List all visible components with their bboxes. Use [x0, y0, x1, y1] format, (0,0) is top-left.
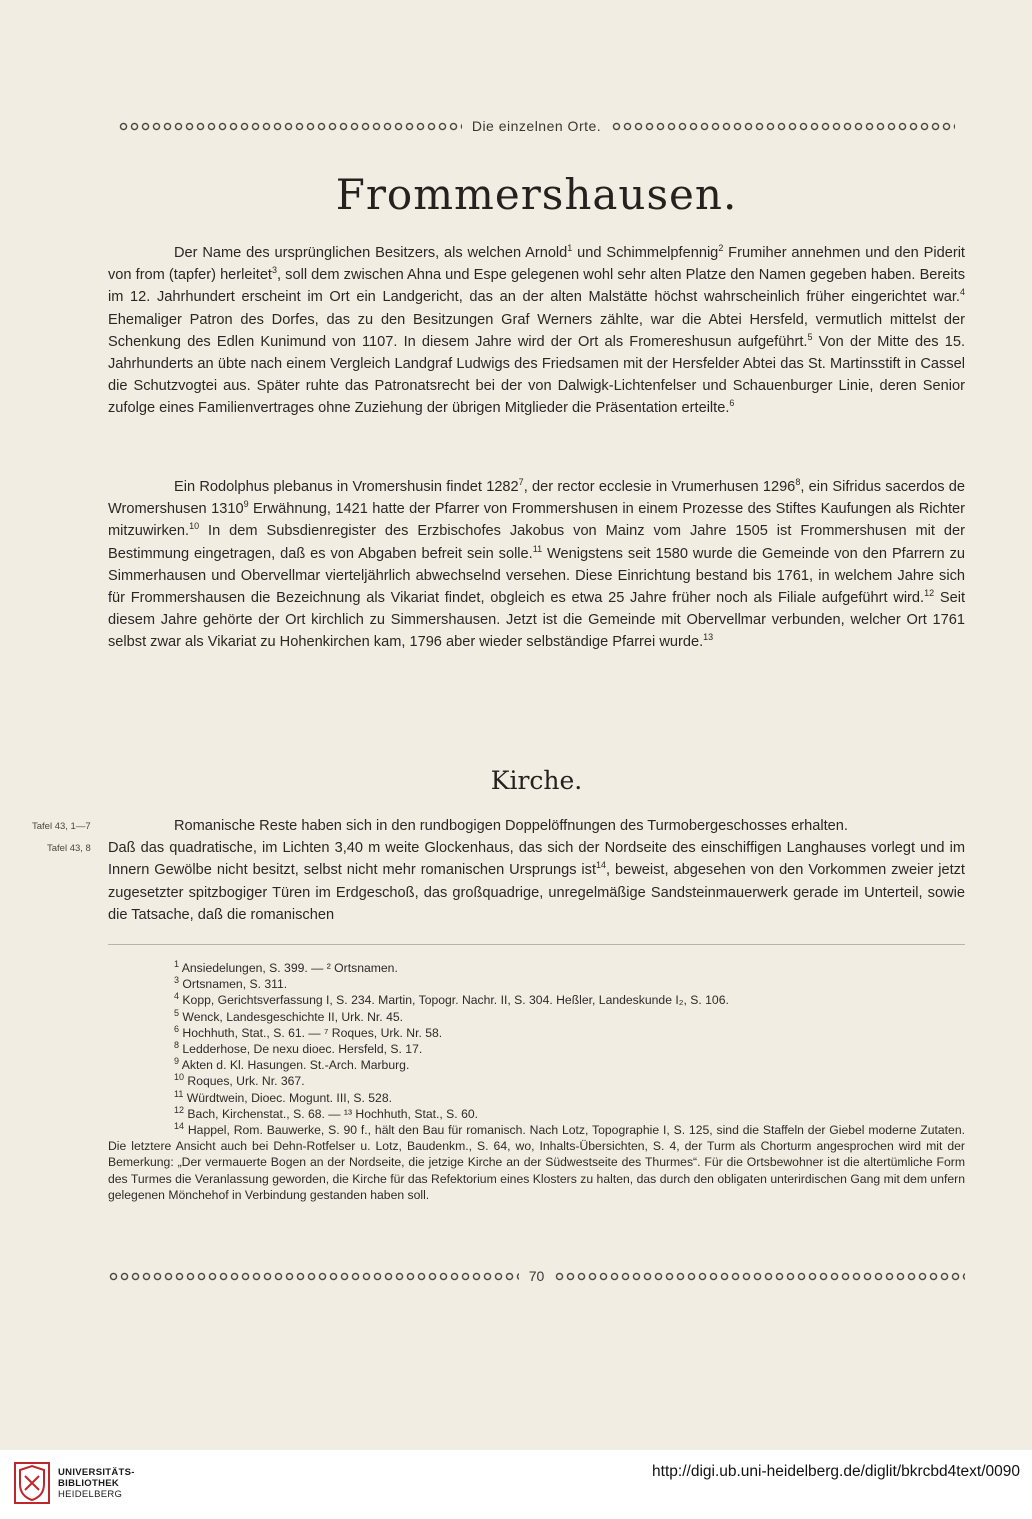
footnote: $^5$ Wenck, Landesgeschichte II, Urk. Nr. 45.: [174, 1007, 404, 1024]
footnote-long: $^{14}$ Happel, Rom. Bauwerke, S. 90 f., hält den Bau für romanisch. Nach Lotz, Topographie I, S. 125, sind die Staffeln der Giebel moderne Zutaten. Die letztere Ansicht auch bei Dehn-Rotfelser u. Lotz, Baudenkm., S. 64, wo, Inhalts-Übersichten, S. 4, der Turm als Chorturm angesprochen wird mit der Bemerkung: „Der vermauerte Bogen an der Nordseite, die jetzige Kirche an der Südwestseite des Thurmes“. Für die Ortsbewohner ist die altertümliche Form des Turmes die Veranlassung geworden, die Kirche für das Refektorium eines Klosters zu halten, das durch den obligaten unterirdischen Gang mit dem unfern gelegenen Mönchehof in Verbindung gestanden haben soll.: [108, 1120, 965, 1202]
section-heading-kirche: Kirche.: [490, 766, 583, 795]
ornament-border-right: [554, 1272, 965, 1281]
library-seal-icon: [14, 1462, 50, 1504]
section-label: Die einzelnen Orte.: [471, 118, 602, 134]
footnote: $^{10}$ Roques, Urk. Nr. 367.: [174, 1072, 305, 1089]
ornament-border-right: [611, 122, 955, 131]
footnote: $^9$ Akten d. Kl. Hasungen. St.-Arch. Marburg.: [174, 1056, 410, 1073]
ornament-border-left: [108, 1272, 519, 1281]
intro-paragraph-2: Ein Rodolphus plebanus in Vromershusin findet 1282$^7$, der rector ecclesie in Vrumerhusen 1296$^8$, ein Sifridus sacerdos de Wromershusen 1310$^9$ Erwähnung, 1421 hatte der Pfarrer von Frommershusen in einem Prozesse des Stiftes Kaufungen als Richter mitzuwirken.$^{10}$ In dem Subsdienregister des Erzbischofes Jakobus von Mainz vom Jahre 1505 ist Frommershusen mit der Bestimmung eingetragen, daß es von Abgaben befreit sein solle.$^{11}$ Wenigstens seit 1580 wurde die Gemeinde von den Pfarrern zu Simmerhausen und Obervellmar vierteljährlich abwechselnd versehen. Diese Einrichtung bestand bis 1761, in welchem Jahre sich für Frommershausen die Bezeichnung als Vikariat findet, obgleich es etwa 25 Jahre früher noch als Filiale aufgeführt wird.$^{12}$ Seit diesem Jahre gehörte der Ort kirchlich zu Simmershausen. Jetzt ist die Gemeinde mit Obervellmar verbunden, welcher Ort 1761 selbst zwar als Vikariat zu Hohenkirchen kam, 1796 aber wieder selbständige Pfarrei wurde.$^{13}$: [108, 477, 966, 651]
ornament-border-left: [118, 122, 462, 131]
kirche-continuation: Daß das quadratische, im Lichten 3,40 m weite Glockenhaus, das sich der Nordseite des einschiffigen Langhauses vorlegt und im Innern Gewölbe nicht besitzt, selbst nicht mehr romanischen Ursprungs ist$^{14}$, beweist, abgesehen von den Vorkommen zweier jetzt zugesetzter spitzbogiger Türen im Erdgeschoß, das großquadrige, unregelmäßige Sandsteinmauerwerk gerade im Unterteil, sowie die Tatsache, daß die romanischen: [108, 840, 965, 923]
footnotes: [108, 960, 965, 1203]
kirche-line-1: Romanische Reste haben sich in den rundbogigen Doppelöffnungen des Turmobergeschosses erhalten.: [174, 818, 848, 834]
library-name: UNIVERSITÄTS- BIBLIOTHEK HEIDELBERG: [58, 1466, 135, 1500]
permalink-url[interactable]: http://digi.ub.uni-heidelberg.de/diglit/bkrcbd4text/0090: [652, 1463, 1020, 1480]
footnote: $^{11}$ Würdtwein, Dioec. Mogunt. III, S. 528.: [174, 1088, 392, 1105]
margin-note-plate-2: Tafel 43, 8: [47, 843, 91, 854]
footnote: $^4$ Kopp, Gerichtsverfassung I, S. 234. Martin, Topogr. Nachr. II, S. 304. Heßler, Landeskunde I₂, S. 106.: [174, 991, 729, 1008]
footnote: $^3$ Ortsnamen, S. 311.: [174, 975, 288, 992]
library-logo[interactable]: [14, 1462, 135, 1504]
footnote: $^{12}$ Bach, Kirchenstat., S. 68. — ¹³ Hochhuth, Stat., S. 60.: [174, 1104, 479, 1121]
running-header: [108, 118, 965, 134]
page-footer: [108, 1268, 965, 1284]
page-number: 70: [528, 1268, 545, 1284]
footnote: $^8$ Ledderhose, De nexu dioec. Hersfeld, S. 17.: [174, 1039, 423, 1057]
footnote: $^1$ Ansiedelungen, S. 399. — ² Ortsnamen.: [174, 958, 398, 975]
kirche-paragraph: [108, 815, 965, 926]
page-title: Frommershausen.: [335, 170, 738, 219]
footnote: $^6$ Hochhuth, Stat., S. 61. — ⁷ Roques, Urk. Nr. 58.: [174, 1023, 443, 1040]
margin-note-plate-1: Tafel 43, 1—7: [32, 821, 91, 832]
intro-paragraph-1: Der Name des ursprünglichen Besitzers, als welchen Arnold$^1$ und Schimmelpfennig$^2$ Frumiher annehmen und den Piderit von from (tapfer) herleitet$^3$, soll dem zwischen Ahna und Espe gelegenen wohl sehr alten Platze den Namen gegeben haben. Bereits im 12. Jahrhundert erscheint im Ort ein Landgericht, das an der alten Malstätte höchst wahrscheinlich früher eingerichtet war.$^4$ Ehemaliger Patron des Dorfes, das zu den Besitzungen Graf Werners zählte, war die Abtei Hersfeld, vermutlich mittelst der Schenkung des Edlen Kunimund von 1107. In diesem Jahre wird der Ort als Fromereshusun aufgeführt.$^5$ Von der Mitte des 15. Jahrhunderts an übte nach einem Vergleich Landgraf Ludwigs des Friedsamen mit der Hersfelder Abtei das St. Martinsstift in Cassel die Schutzvogtei aus. Später ruhte das Patronatsrecht bei der von Dalwigk-Lichtenfelser und Schauenburger Linie, deren Senior zufolge eines Familienvertrages ohne Zuziehung der übrigen Mitglieder die Präsentation erteilte.$^6$: [108, 243, 966, 417]
footnote-divider: [108, 944, 965, 945]
